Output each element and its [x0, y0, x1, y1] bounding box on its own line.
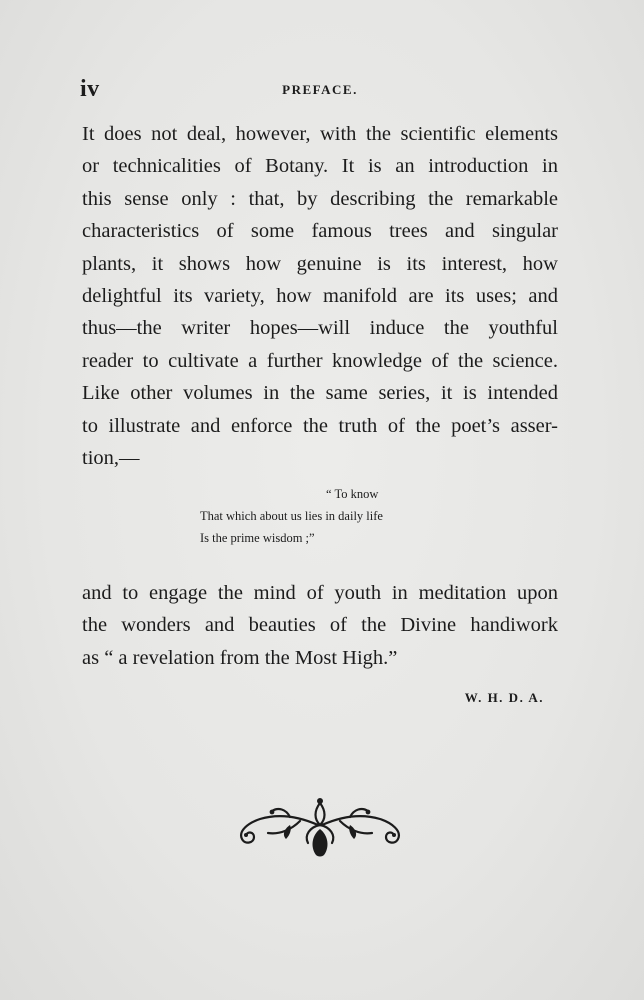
text-line: the wonders and beauties of the Divine handiwork — [82, 614, 558, 637]
author-initials: W. H. D. A. — [464, 690, 544, 705]
text-line: thus—the writer hopes—will induce the youthful — [82, 317, 558, 340]
text-line: Like other volumes in the same series, it is intended — [82, 382, 558, 405]
quote-line: “ To know — [326, 487, 379, 501]
text-line: and to engage the mind of youth in meditation upon — [82, 582, 558, 604]
text-line: It does not deal, however, with the scientific elements — [82, 123, 558, 145]
text-line: this sense only : that, by describing the remarkable — [82, 187, 558, 210]
quote-line: Is the prime wisdom ;” — [200, 531, 315, 545]
text-line: reader to cultivate a further knowledge of the science. — [82, 349, 558, 372]
page-header — [80, 74, 560, 104]
page-number: iv — [80, 76, 100, 102]
text-line: tion,— — [82, 447, 140, 470]
paragraph-conclusion — [82, 577, 558, 674]
text-line: plants, it shows how genuine is its interest, how — [82, 252, 558, 275]
text-line: as “ a revelation from the Most High.” — [82, 646, 398, 669]
poetry-quotation — [0, 483, 644, 549]
text-line: or technicalities of Botany. It is an introduction in — [82, 155, 558, 178]
text-line: to illustrate and enforce the truth of the poet’s asser- — [82, 414, 558, 437]
paragraph-introduction — [82, 118, 558, 474]
floral-ornament-icon — [230, 795, 410, 865]
running-head: PREFACE. — [282, 82, 358, 97]
quote-line: That which about us lies in daily life — [200, 509, 383, 523]
text-line: delightful its variety, how manifold are its uses; and — [82, 285, 558, 308]
text-line: characteristics of some famous trees and singular — [82, 220, 558, 243]
